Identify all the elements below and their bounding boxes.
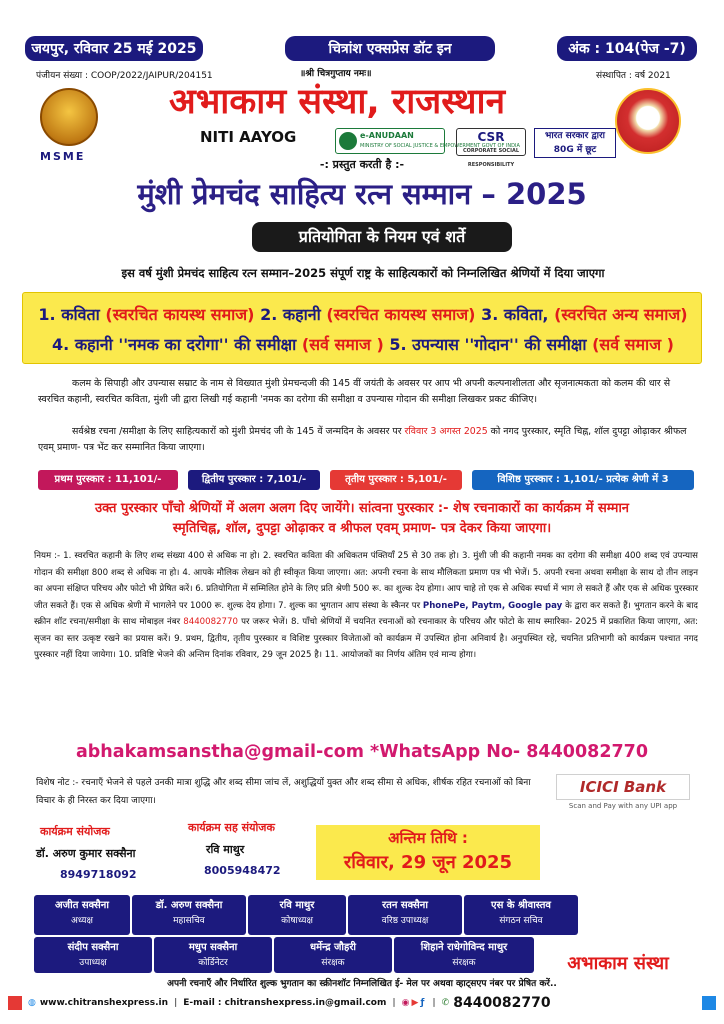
- third-prize: तृतीय पुरस्कार : 5,101/-: [330, 470, 462, 490]
- board-member: संदीप सक्सैना उपाध्यक्ष: [34, 937, 152, 973]
- globe-icon: ◍: [28, 998, 36, 1008]
- footer-bar: ◍ www.chitranshexpress.in | E-mail : chitranshexpress.in@gmail.com | ◉ ▶ ƒ | ✆ 8440082770: [28, 995, 551, 1011]
- board-member: रवि माथुर कोषाध्यक्ष: [248, 895, 346, 935]
- categories-line-2: 4. कहानी ''नमक का दरोगा'' की समीक्षा (सर्व समाज ) 5. उपन्यास ''गोदान'' की समीक्षा (सर्व समाज ): [52, 335, 674, 354]
- co-coordinator-title: कार्यक्रम सह संयोजक: [188, 821, 275, 834]
- board-member: धर्मेन्द्र जौहरी संरक्षक: [274, 937, 392, 973]
- msme-logo: MSME: [40, 150, 86, 163]
- emblem-icon: [339, 132, 357, 150]
- contact-line: abhakamsanstha@gmail-com *WhatsApp No- 8440082770: [75, 742, 649, 762]
- special-prize: विशिष्ठ पुरस्कार : 1,101/- प्रत्येक श्रेणी में 3: [472, 470, 694, 490]
- deadline-date: रविवार, 29 जून 2025: [343, 852, 513, 873]
- board-member: रतन सक्सैना वरिष्ठ उपाध्यक्ष: [348, 895, 462, 935]
- icici-bank-logo: ICICI Bank: [556, 774, 690, 800]
- facebook-icon: ƒ: [420, 998, 425, 1008]
- second-prize: द्वितीय पुरस्कार : 7,101/-: [188, 470, 320, 490]
- header-date: जयपुर, रविवार 25 मई 2025: [25, 36, 203, 61]
- established-year: संस्थापित : वर्ष 2021: [596, 71, 671, 81]
- deadline-label: अन्तिम तिथि :: [388, 829, 468, 847]
- tax-exemption-badge: भारत सरकार द्वारा 80G में छूट: [534, 128, 616, 158]
- header-paper: चित्रांश एक्सप्रेस डॉट इन: [285, 36, 495, 61]
- board-member: डॉ. अरुण सक्सैना महासचिव: [132, 895, 246, 935]
- first-prize: प्रथम पुरस्कार : 11,101/-: [38, 470, 178, 490]
- upi-caption: Scan and Pay with any UPI app: [568, 802, 678, 810]
- special-note: विशेष नोट :- रचनाएँ भेजने से पहले उनकी मात्रा शुद्धि और शब्द सीमा जांच लें, अशुद्धियों युक्त और शब्द सीमा से अधिक, शीर्षक रहित रचनाओं को बिना विचार के ही निरस्त कर दिया जाएगा।: [36, 778, 531, 806]
- corner-decoration-icon: [702, 996, 716, 1010]
- co-coordinator-phone: 8005948472: [204, 864, 281, 877]
- deadline-box: [316, 825, 540, 880]
- board-row-2: [34, 937, 534, 973]
- youtube-icon: ▶: [411, 998, 419, 1008]
- board-member: अजीत सक्सैना अध्यक्ष: [34, 895, 130, 935]
- submission-note: अपनी रचनाएँ और निर्धारित शुल्क भुगतान का स्क्रीनशॉट निम्नलिखित ई- मेल पर अथवा व्हाट्सएप नंबर पर प्रेषित करें..: [167, 979, 557, 989]
- footer-website[interactable]: www.chitranshexpress.in: [39, 998, 168, 1008]
- board-row-1: [34, 895, 578, 935]
- footer-email[interactable]: E-mail : chitranshexpress.in@gmail.com: [183, 998, 387, 1008]
- header-strip: [25, 36, 697, 61]
- csr-badge: CSR CORPORATE SOCIAL RESPONSIBILITY: [456, 128, 526, 156]
- categories-line-1: 1. कविता (स्वरचित कायस्थ समाज) 2. कहानी (स्वरचित कायस्थ समाज) 3. कविता, (स्वरचित अन्य समाज): [38, 305, 688, 324]
- coordinator-title: कार्यक्रम संयोजक: [40, 825, 110, 838]
- corner-decoration-icon: [8, 996, 22, 1010]
- board-member: एस के श्रीवास्तव संगठन सचिव: [464, 895, 578, 935]
- co-coordinator-name: रवि माथुर: [206, 843, 245, 856]
- intro-paragraph: कलम के सिपाही और उपन्यास सम्राट के नाम से विख्यात मुंशी प्रेमचन्दजी की 145 वीं जयंती के अवसर पर आप भी अपनी कल्पनाशीलता और सृजनात्मकता को कलम की धार से स्वरचित कहानी, स्वरचित कविता, मुंशी जी द्वारा लिखी गई कहानी 'नमक का दरोगा की समीक्षा व उपन्यास गोदान की समीक्षा लिखकर प्रकट कीजिए।: [38, 378, 671, 405]
- board-member: मधुप सक्सैना कोर्डिनेटर: [154, 937, 272, 973]
- coordinator-phone: 8949718092: [60, 868, 137, 881]
- presents-line: -: प्रस्तुत करती है :-: [319, 158, 405, 171]
- org-name: अभाकाम संस्था, राजस्थान: [168, 82, 506, 122]
- whatsapp-icon: ✆: [441, 998, 450, 1008]
- consolation-line-2: स्मृतिचिह्न, शॉल, दुपट्टा ओढ़ाकर व श्रीफल एवम् प्रमाण- पत्र देकर किया जाएगा।: [172, 521, 552, 536]
- rules-heading: प्रतियोगिता के नियम एवं शर्ते: [252, 222, 512, 252]
- niti-aayog-logo: NITI AAYOG: [200, 128, 297, 146]
- consolation-line-1: उक्त पुरस्कार पाँचो श्रेणियों में अलग अलग दिए जायेंगे। सांत्वना पुरस्कार :- शेष रचनाकारों का कार्यक्रम में सम्मान: [94, 501, 630, 516]
- chitragupta-image: [40, 88, 98, 146]
- intro-line: इस वर्ष मुंशी प्रेमचंद साहित्य रत्न सम्मान–2025 संपूर्ण राष्ट्र के साहित्यकारों को निम्नलिखित श्रेणियों में दिया जाएगा: [121, 266, 605, 280]
- registration-number: पंजीयन संख्या : COOP/2022/JAIPUR/204151: [36, 71, 213, 81]
- e-anudaan-logo: e-ANUDAAN MINISTRY OF SOCIAL JUSTICE & EMPOWERMENT GOVT OF INDIA: [335, 128, 445, 154]
- event-title: मुंशी प्रेमचंद साहित्य रत्न सम्मान – 2025: [137, 177, 587, 211]
- footer-phone[interactable]: 8440082770: [453, 995, 551, 1011]
- org-seal-logo: [615, 88, 681, 154]
- instagram-icon: ◉: [401, 998, 410, 1008]
- footer-brand: अभाकाम संस्था: [567, 953, 669, 974]
- coordinator-name: डॉ. अरुण कुमार सक्सैना: [36, 847, 136, 860]
- invocation: ॥श्री चित्रगुप्ताय नमः॥: [300, 69, 372, 79]
- categories-panel: [22, 292, 702, 364]
- header-issue: अंक : 104(पेज -7): [557, 36, 697, 61]
- rules-text: नियम :- 1. स्वरचित कहानी के लिए शब्द संख्या 400 से अधिक ना हो। 2. स्वरचित कविता की अधिकतम पंक्तियाँ 25 से 30 तक हो। 3. मुंशी जी की कहानी नमक का दरोगा की समीक्षा 400 शब्द एवं उपन्यास गोदान की समीक्षा 800 शब्द से अधिक ना हो। 4. आपके मौलिक लेखन को ही स्वीकृत किया जाएगा। अत: अपनी रचना के साथ मौलिकता प्रमाण पत्र भी भेजें। 5. अपनी रचना अथवा समीक्षा के साथ दो तीन लाइन का अपना संक्षिप्त परिचय और फोटो भी प्रेषित करें। 6. प्रतियोगिता में सम्मिलित होने के लिए प्रति श्रेणी 500 रू. का शुल्क देय होगा। आप चाहे तो एक से अधिक स्पर्धा में भाग ले सकते हैं और एक से अधिक पुरस्कार जीत सकते हैं। एक से अधिक श्रेणी में भागलेने पर 1000 रू. शुल्क देय होगा। 7. शुल्क का भुगतान आप संस्था के स्कैनर पर PhonePe, Paytm, Google pay के द्वारा कर सकते हैं। भुगतान करने के बाद स्क्रीन शॉट रचना/समीक्षा के साथ मोबाइल नंबर 8440082770 पर जरूर भेजें। 8. पाँचो श्रेणियों में चयनित रचनाओं को रचनाकार के परिचय और फोटो के साथ स्मारिका- 2025 में प्रकाशित किया जाएगा, अत: सृजन का स्तर उत्कृष्ट रखने का प्रयास करें। 9. प्रथम, द्वितीय, तृतीय पुरस्कार व विशिष्ट पुरस्कार विजेताओं को कार्यक्रम में उपस्थित होना अनिवार्य है। अनुपस्थित रहे, चयनित प्रतिभागी को कार्यक्रम पश्चात नगद पुरस्कार नहीं दिया जायेगा। 10. प्रविष्टि भेजने की अन्तिम दिनांक रविवार, 29 जून 2025 है। 11. आयोजकों का निर्णय अंतिम एवं मान्य होगा।: [34, 551, 698, 660]
- award-paragraph: सर्वश्रेष्ठ रचना /समीक्षा के लिए साहित्यकारों को मुंशी प्रेमचंद जी के 145 वें जन्मदिन के अवसर पर रविवार 3 अगस्त 2025 को नगद पुरस्कार, स्मृति चिह्न, शॉल दुपट्टा ओढ़ाकर श्रीफल एवम् प्रमाण- पत्र भेंट कर सम्मानित किया जाएगा।: [38, 426, 687, 453]
- board-member: शिहाने राधेगोविन्द माथुर संरक्षक: [394, 937, 534, 973]
